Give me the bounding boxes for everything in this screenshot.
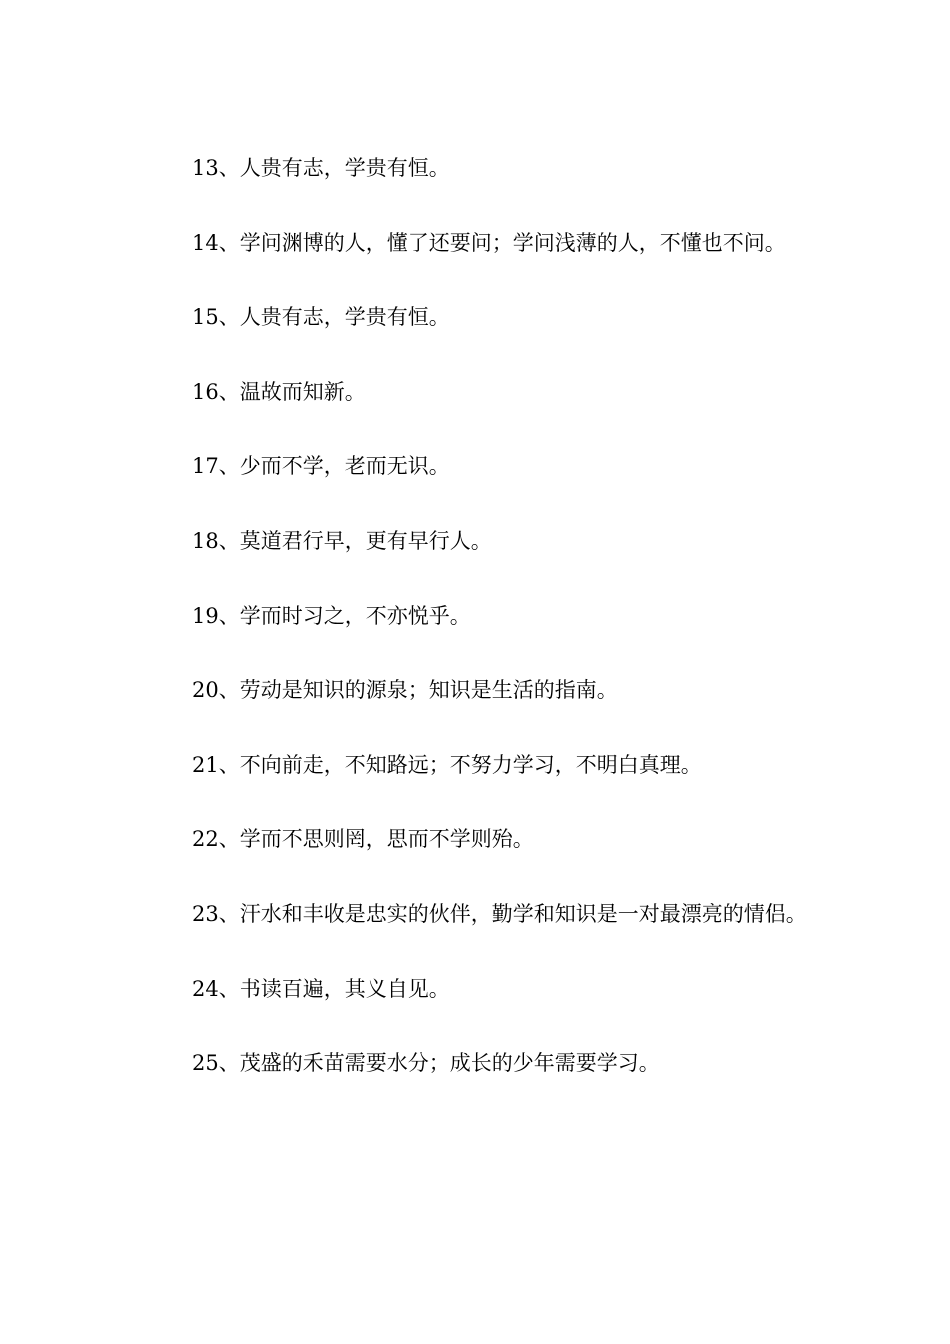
paragraph-18: 18、莫道君行早，更有早行人。 [192,528,492,553]
paragraph-15: 15、人贵有志，学贵有恒。 [192,305,450,330]
paragraph-19: 19、学而时习之，不亦悦乎。 [192,603,471,628]
paragraph-14: 14、学问渊博的人，懂了还要问；学问浅薄的人，不懂也不问。 [192,230,786,255]
paragraph-13: 13、人贵有志，学贵有恒。 [192,156,450,180]
paragraph-22: 22、学而不思则罔，思而不学则殆。 [192,827,534,852]
paragraph-21: 21、不向前走，不知路远；不努力学习，不明白真理。 [192,752,702,777]
paragraph-16: 16、温故而知新。 [192,379,366,404]
paragraph-23: 23、汗水和丰收是忠实的伙伴，勤学和知识是一对最漂亮的情侣。 [192,901,807,926]
paragraph-17: 17、少而不学，老而无识。 [192,454,450,479]
paragraph-24: 24、书读百遍，其义自见。 [192,976,450,1001]
paragraph-20: 20、劳动是知识的源泉；知识是生活的指南。 [192,678,618,703]
document-body [145,131,810,1101]
paragraph-25: 25、茂盛的禾苗需要水分；成长的少年需要学习。 [192,1051,660,1076]
